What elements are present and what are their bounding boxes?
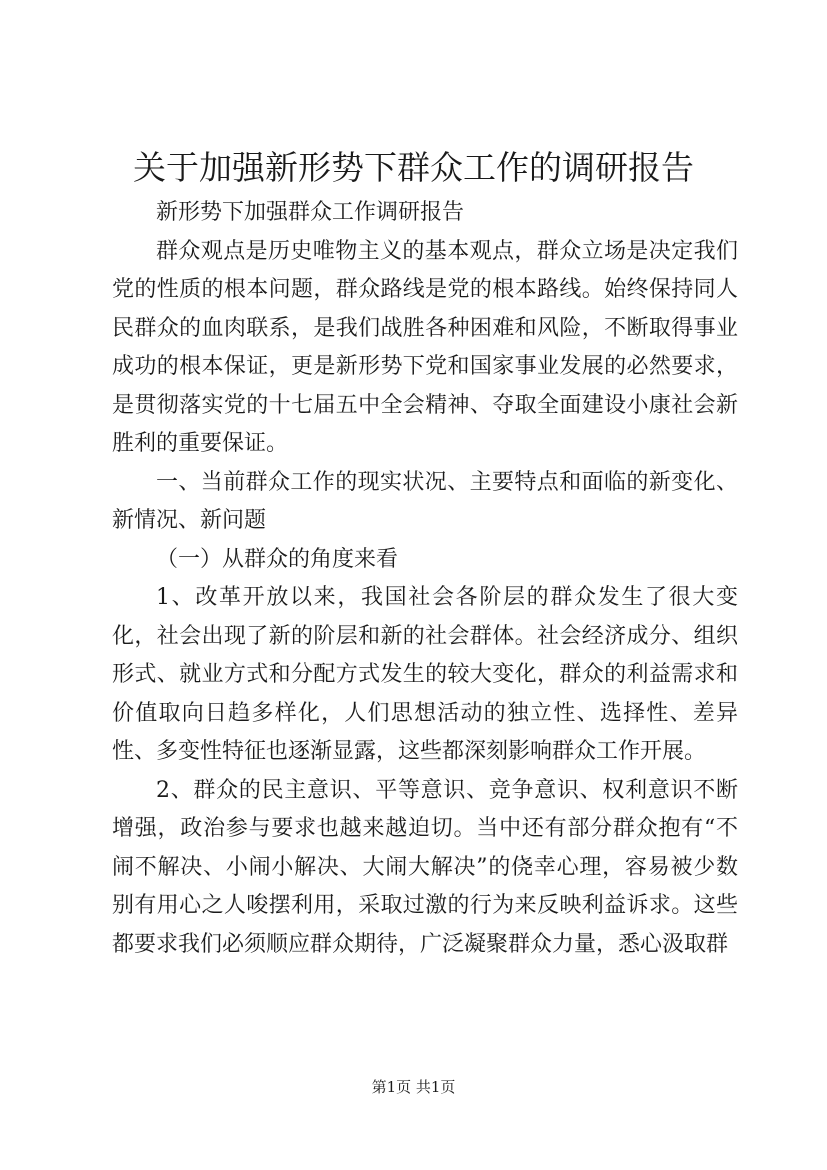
paragraph-point-2: 2、群众的民主意识、平等意识、竞争意识、权利意识不断增强，政治参与要求也越来越迫切。当中还有部分群众抱有“不闹不解决、小闹小解决、大闹大解决”的侥幸心理，容易被少数别有用心之人唆摆利用，采取过激的行为来反映利益诉求。这些都要求我们必须顺应群众期待，广泛凝聚群众力量，悉心汲取群 <box>112 777 738 957</box>
paragraph-point-1: 1、改革开放以来，我国社会各阶层的群众发生了很大变化，社会出现了新的阶层和新的社会群体。社会经济成分、组织形式、就业方式和分配方式发生的较大变化，群众的利益需求和价值取向日趋多样化，人们思想活动的独立性、选择性、差异性、多变性特征也逐渐显露，这些都深刻影响群众工作开展。 <box>112 585 738 764</box>
document-body <box>112 194 738 964</box>
section-heading-1: 一、当前群众工作的现实状况、主要特点和面临的新变化、新情况、新问题 <box>112 469 738 533</box>
document-title: 关于加强新形势下群众工作的调研报告 <box>133 148 694 187</box>
subsection-heading-1: （一）从群众的角度来看 <box>156 546 399 572</box>
page-footer <box>0 1075 827 1099</box>
paragraph-intro: 群众观点是历史唯物主义的基本观点，群众立场是决定我们党的性质的根本问题，群众路线是党的根本路线。始终保持同人民群众的血肉联系，是我们战胜各种困难和风险，不断取得事业成功的根本保证，更是新形势下党和国家事业发展的必然要求，是贯彻落实党的十七届五中全会精神、夺取全面建设小康社会新胜利的重要保证。 <box>112 238 738 456</box>
document-subtitle: 新形势下加强群众工作调研报告 <box>156 200 465 225</box>
page-number: 第1页 共1页 <box>371 1078 456 1096</box>
